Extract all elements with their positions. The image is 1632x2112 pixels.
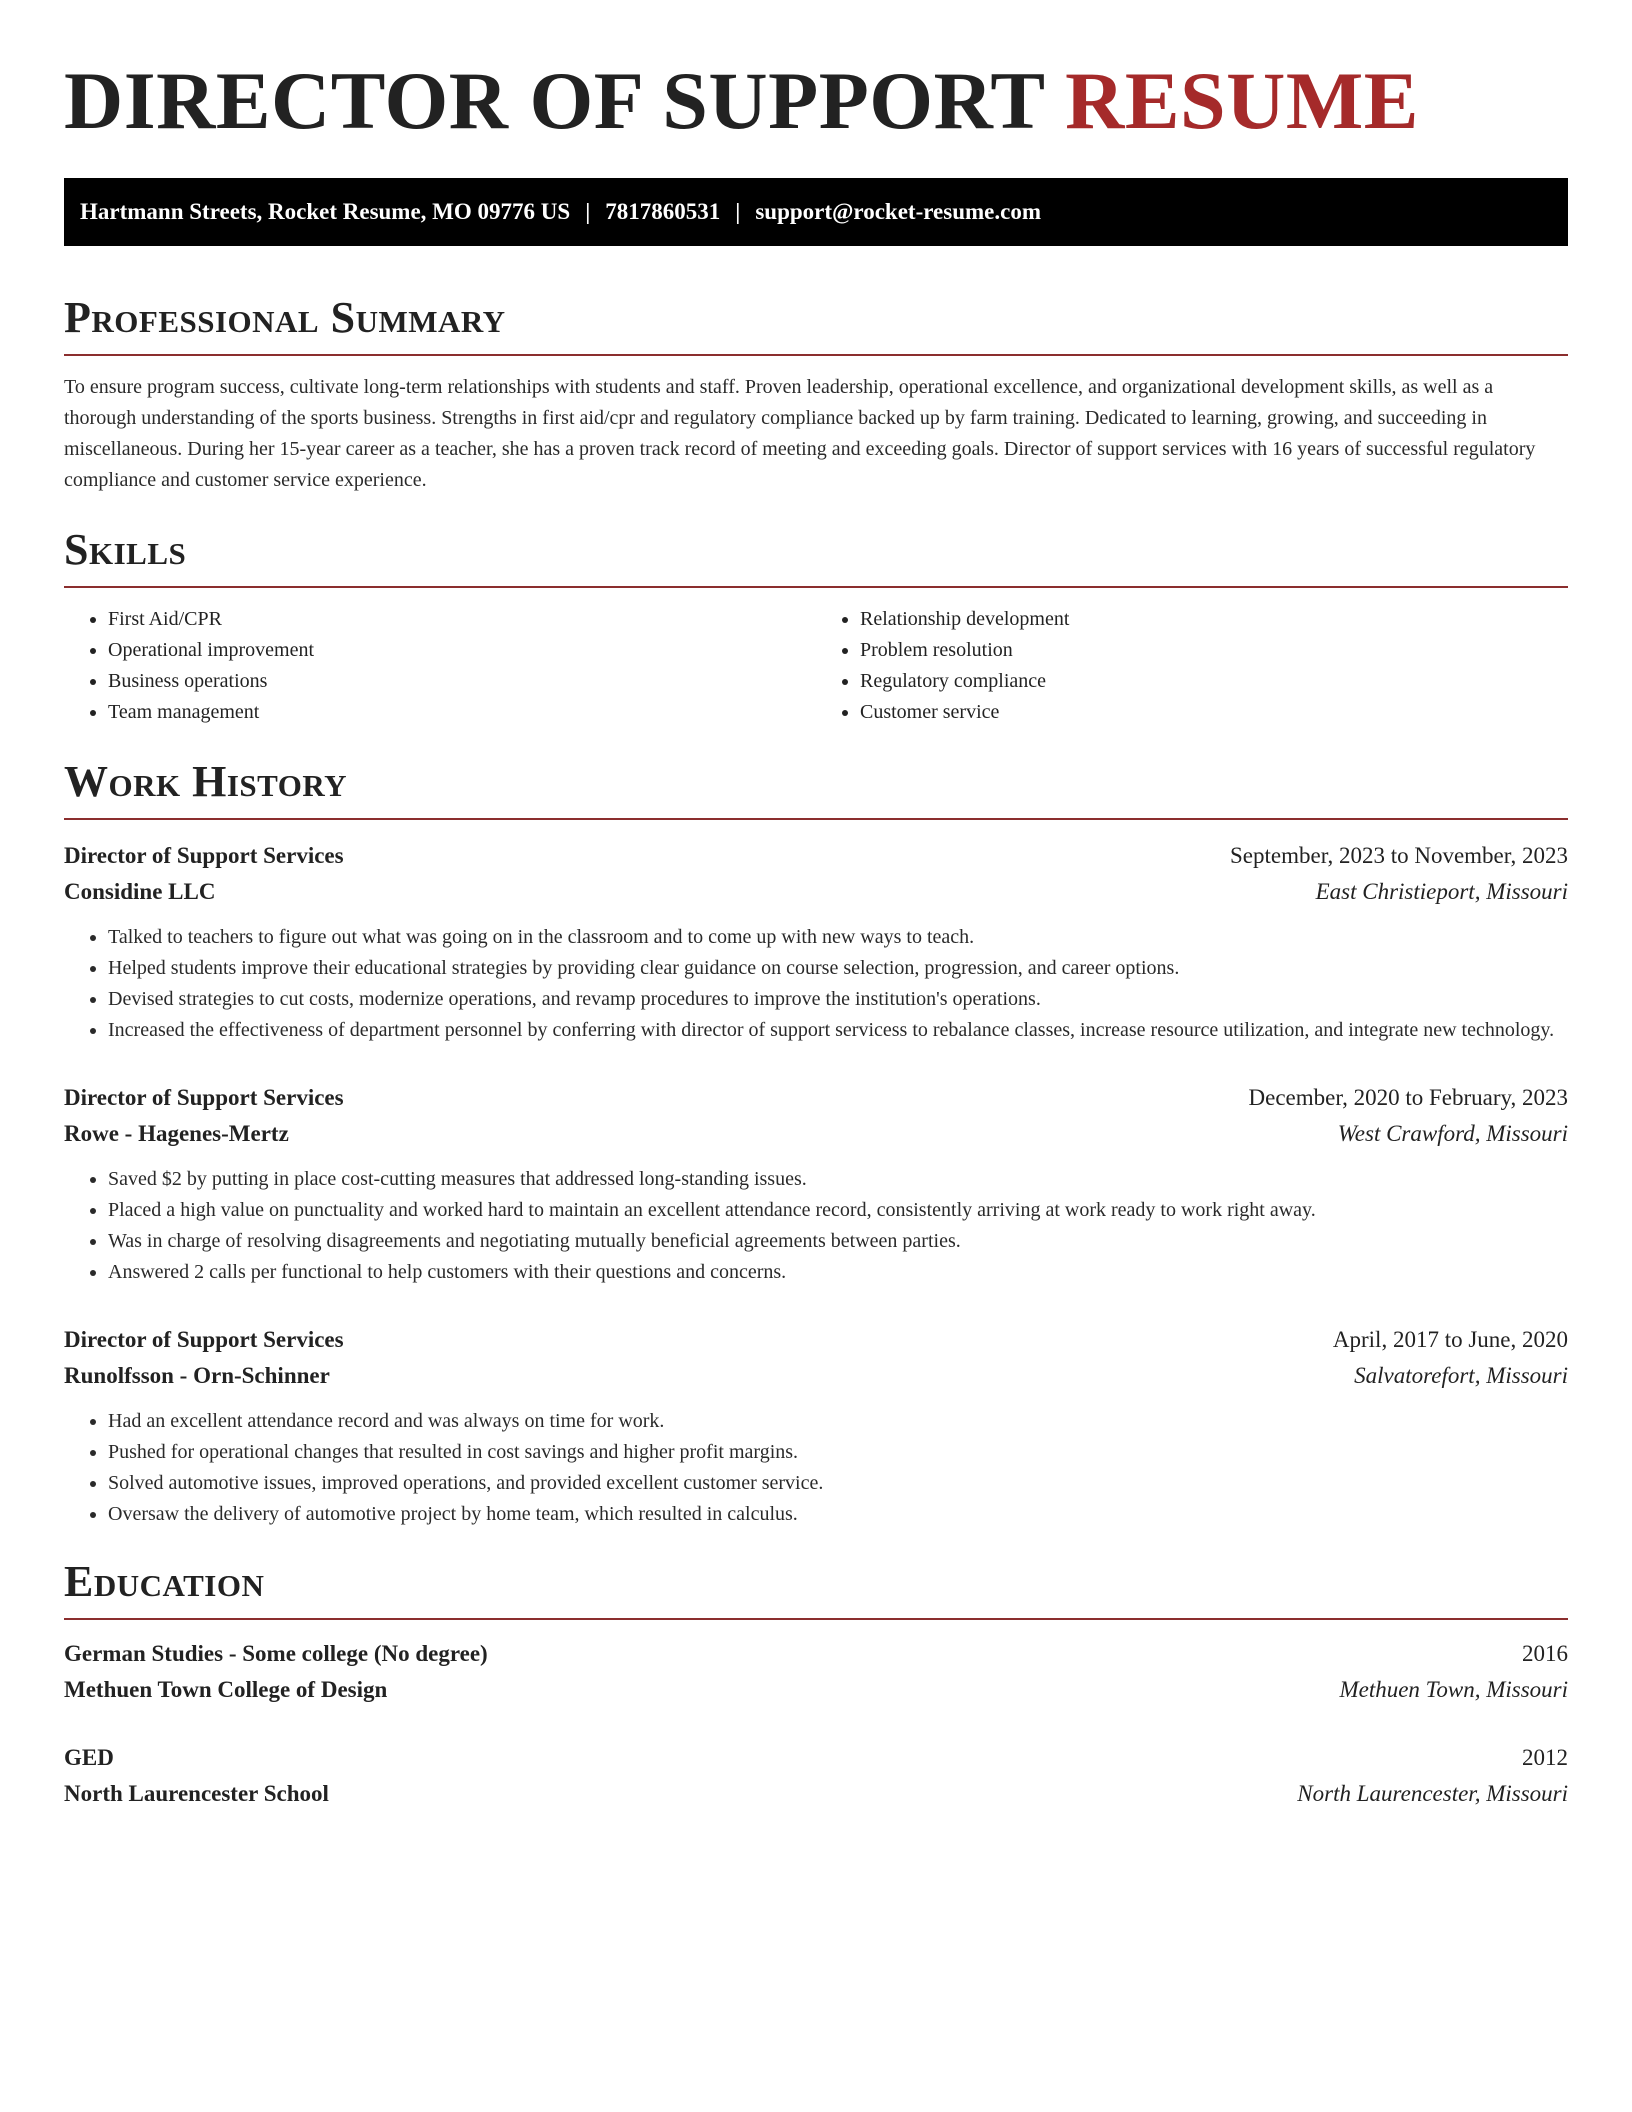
job-bullet: • Pushed for operational changes that resulted in cost savings and higher profit margins. [108, 1437, 1568, 1468]
skill-item: • Problem resolution [860, 635, 1568, 666]
skill-item: • Business operations [108, 666, 816, 697]
section-divider [64, 586, 1568, 588]
skills-section [64, 525, 1568, 728]
job-bullet: • Oversaw the delivery of automotive project by home team, which resulted in calculus. [108, 1499, 1568, 1530]
job-bullet: • Saved $2 by putting in place cost-cutting measures that addressed long-standing issues. [108, 1164, 1568, 1195]
contact-separator: | [585, 199, 591, 224]
education-school: North Laurencester School [64, 1781, 329, 1806]
education-school-row [64, 1672, 1568, 1708]
skills-grid [64, 604, 1568, 728]
section-heading-skills: Skills [64, 525, 187, 574]
education-degree: German Studies - Some college (No degree) [64, 1641, 488, 1666]
education-section [64, 1557, 1568, 1812]
title-accent: RESUME [1065, 55, 1419, 146]
section-divider [64, 1618, 1568, 1620]
section-heading-work-history: Work History [64, 757, 348, 806]
job-company-row [64, 874, 1568, 910]
section-heading-summary: Professional Summary [64, 293, 506, 342]
title-main: DIRECTOR OF SUPPORT [64, 55, 1045, 146]
job-title: Director of Support Services [64, 1327, 344, 1352]
job-header-row [64, 838, 1568, 874]
job-location: East Christieport, Missouri [1315, 879, 1568, 904]
job-title: Director of Support Services [64, 843, 344, 868]
job-bullet: • Talked to teachers to figure out what was going on in the classroom and to come up with new ways to teach. [108, 922, 1568, 953]
contact-phone: 7817860531 [605, 199, 721, 224]
education-year: 2016 [1522, 1641, 1568, 1666]
job-bullet: • Helped students improve their educational strategies by providing clear guidance on course selection, progression, and career options. [108, 953, 1568, 984]
skill-item: • Operational improvement [108, 635, 816, 666]
skill-item: • Relationship development [860, 604, 1568, 635]
education-entry [64, 1636, 1568, 1708]
section-heading-education: Education [64, 1557, 265, 1606]
job-company: Rowe - Hagenes-Mertz [64, 1121, 289, 1146]
summary-text: To ensure program success, cultivate long-term relationships with students and staff. Proven leadership, operational excellence, and organizational development skills, as well as a thorough understanding of the sports business. Strengths in first aid/cpr and regulatory compliance backed up by farm training. Dedicated to learning, growing, and succeeding in miscellaneous. During her 15-year career as a teacher, she has a proven track record of meeting and exceeding goals. Director of support services with 16 years of successful regulatory compliance and customer service experience. [64, 376, 1536, 491]
job-bullet: • Answered 2 calls per functional to help customers with their questions and concerns. [108, 1257, 1568, 1288]
education-degree: GED [64, 1745, 114, 1770]
job-location: Salvatorefort, Missouri [1354, 1363, 1568, 1388]
contact-separator: | [735, 199, 741, 224]
skill-item: • Regulatory compliance [860, 666, 1568, 697]
skills-column-left [64, 604, 816, 728]
job-company: Considine LLC [64, 879, 216, 904]
job-bullet: • Had an excellent attendance record and was always on time for work. [108, 1406, 1568, 1437]
resume-title [64, 55, 1568, 146]
section-divider [64, 818, 1568, 820]
education-school: Methuen Town College of Design [64, 1677, 388, 1702]
job-bullets [64, 922, 1568, 1046]
contact-email: support@rocket-resume.com [755, 199, 1041, 224]
education-entry [64, 1740, 1568, 1812]
job-header-row [64, 1080, 1568, 1116]
job-bullet: • Increased the effectiveness of department personnel by conferring with director of support servicess to rebalance classes, increase resource utilization, and integrate new technology. [108, 1015, 1568, 1046]
job-dates: September, 2023 to November, 2023 [1230, 843, 1568, 868]
education-location: Methuen Town, Missouri [1339, 1677, 1568, 1702]
job-company-row [64, 1116, 1568, 1152]
education-year: 2012 [1522, 1745, 1568, 1770]
education-school-row [64, 1776, 1568, 1812]
job-company: Runolfsson - Orn-Schinner [64, 1363, 330, 1388]
job-bullet: • Solved automotive issues, improved operations, and provided excellent customer service. [108, 1468, 1568, 1499]
contact-bar [64, 178, 1568, 246]
job-bullets [64, 1406, 1568, 1530]
skill-item: • Customer service [860, 697, 1568, 728]
job-entry [64, 838, 1568, 1046]
education-degree-row [64, 1636, 1568, 1672]
job-company-row [64, 1358, 1568, 1394]
skill-item: • First Aid/CPR [108, 604, 816, 635]
job-dates: December, 2020 to February, 2023 [1248, 1085, 1568, 1110]
job-header-row [64, 1322, 1568, 1358]
job-title: Director of Support Services [64, 1085, 344, 1110]
work-history-section [64, 757, 1568, 1530]
job-bullets [64, 1164, 1568, 1288]
job-entry [64, 1322, 1568, 1530]
section-divider [64, 354, 1568, 356]
job-dates: April, 2017 to June, 2020 [1332, 1327, 1568, 1352]
job-bullet: • Was in charge of resolving disagreements and negotiating mutually beneficial agreements between parties. [108, 1226, 1568, 1257]
summary-section [64, 293, 1568, 496]
job-entry [64, 1080, 1568, 1288]
job-bullet: • Placed a high value on punctuality and worked hard to maintain an excellent attendance record, consistently arriving at work ready to work right away. [108, 1195, 1568, 1226]
skill-item: • Team management [108, 697, 816, 728]
skills-column-right [816, 604, 1568, 728]
job-location: West Crawford, Missouri [1337, 1121, 1568, 1146]
contact-address: Hartmann Streets, Rocket Resume, MO 09776 US [80, 199, 571, 224]
job-bullet: • Devised strategies to cut costs, modernize operations, and revamp procedures to improve the institution's operations. [108, 984, 1568, 1015]
education-location: North Laurencester, Missouri [1297, 1781, 1568, 1806]
education-degree-row [64, 1740, 1568, 1776]
